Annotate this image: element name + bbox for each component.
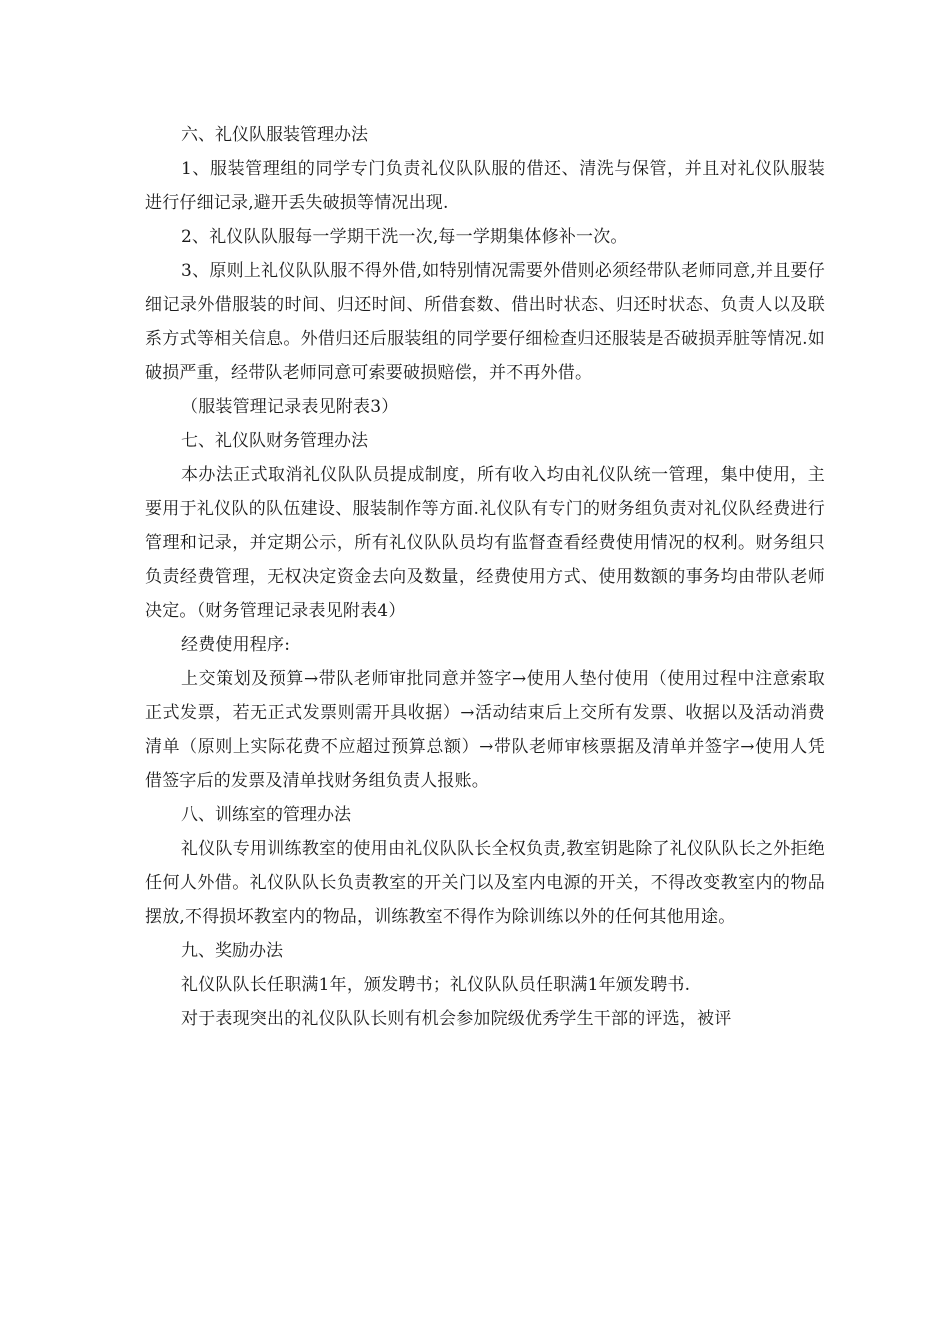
paragraph-rewards-1: 礼仪队队长任职满1年，颁发聘书；礼仪队队员任职满1年颁发聘书. [181, 975, 691, 995]
section-heading-rewards: 九、奖励办法 [181, 941, 283, 961]
section-heading-training-room: 八、训练室的管理办法 [181, 805, 351, 825]
paragraph-funding-procedure: 上交策划及预算→带队老师审批同意并签字→使用人垫付使用（使用过程中注意索取正式发票，若无正式发票则需开具收据）→活动结束后上交所有发票、收据以及活动消费清单（原则上实际花费不应超过预算总额）→带队老师审核票据及清单并签字→使用人凭借签字后的发票及清单找财务组负责人报账。 [145, 669, 825, 791]
section-heading-clothing: 六、礼仪队服装管理办法 [181, 125, 368, 145]
paragraph-clothing-2: 2、礼仪队队服每一学期干洗一次,每一学期集体修补一次。 [181, 227, 628, 247]
paragraph-clothing-note: （服装管理记录表见附表3） [181, 397, 399, 417]
section-heading-finance: 七、礼仪队财务管理办法 [181, 431, 368, 451]
paragraph-finance: 本办法正式取消礼仪队队员提成制度，所有收入均由礼仪队统一管理，集中使用，主要用于礼仪队的队伍建设、服装制作等方面.礼仪队有专门的财务组负责对礼仪队经费进行管理和记录，并定期公示，所有礼仪队队员均有监督查看经费使用情况的权利。财务组只负责经费管理，无权决定资金去向及数量，经费使用方式、使用数额的事务均由带队老师决定。（财务管理记录表见附表4） [145, 465, 825, 621]
paragraph-clothing-1: 1、服装管理组的同学专门负责礼仪队队服的借还、清洗与保管，并且对礼仪队服装进行仔细记录,避开丢失破损等情况出现. [145, 159, 825, 213]
paragraph-training-room: 礼仪队专用训练教室的使用由礼仪队队长全权负责,教室钥匙除了礼仪队队长之外拒绝任何人外借。礼仪队队长负责教室的开关门以及室内电源的开关，不得改变教室内的物品摆放,不得损坏教室内的物品，训练教室不得作为除训练以外的任何其他用途。 [145, 839, 825, 927]
paragraph-clothing-3: 3、原则上礼仪队队服不得外借,如特别情况需要外借则必须经带队老师同意,并且要仔细记录外借服装的时间、归还时间、所借套数、借出时状态、归还时状态、负责人以及联系方式等相关信息。外借归还后服装组的同学要仔细检查归还服装是否破损弄脏等情况.如破损严重，经带队老师同意可索要破损赔偿，并不再外借。 [145, 261, 825, 383]
document-page [145, 118, 825, 1036]
paragraph-funding-procedure-title: 经费使用程序: [181, 635, 291, 655]
paragraph-rewards-2: 对于表现突出的礼仪队队长则有机会参加院级优秀学生干部的评选，被评 [181, 1009, 732, 1029]
